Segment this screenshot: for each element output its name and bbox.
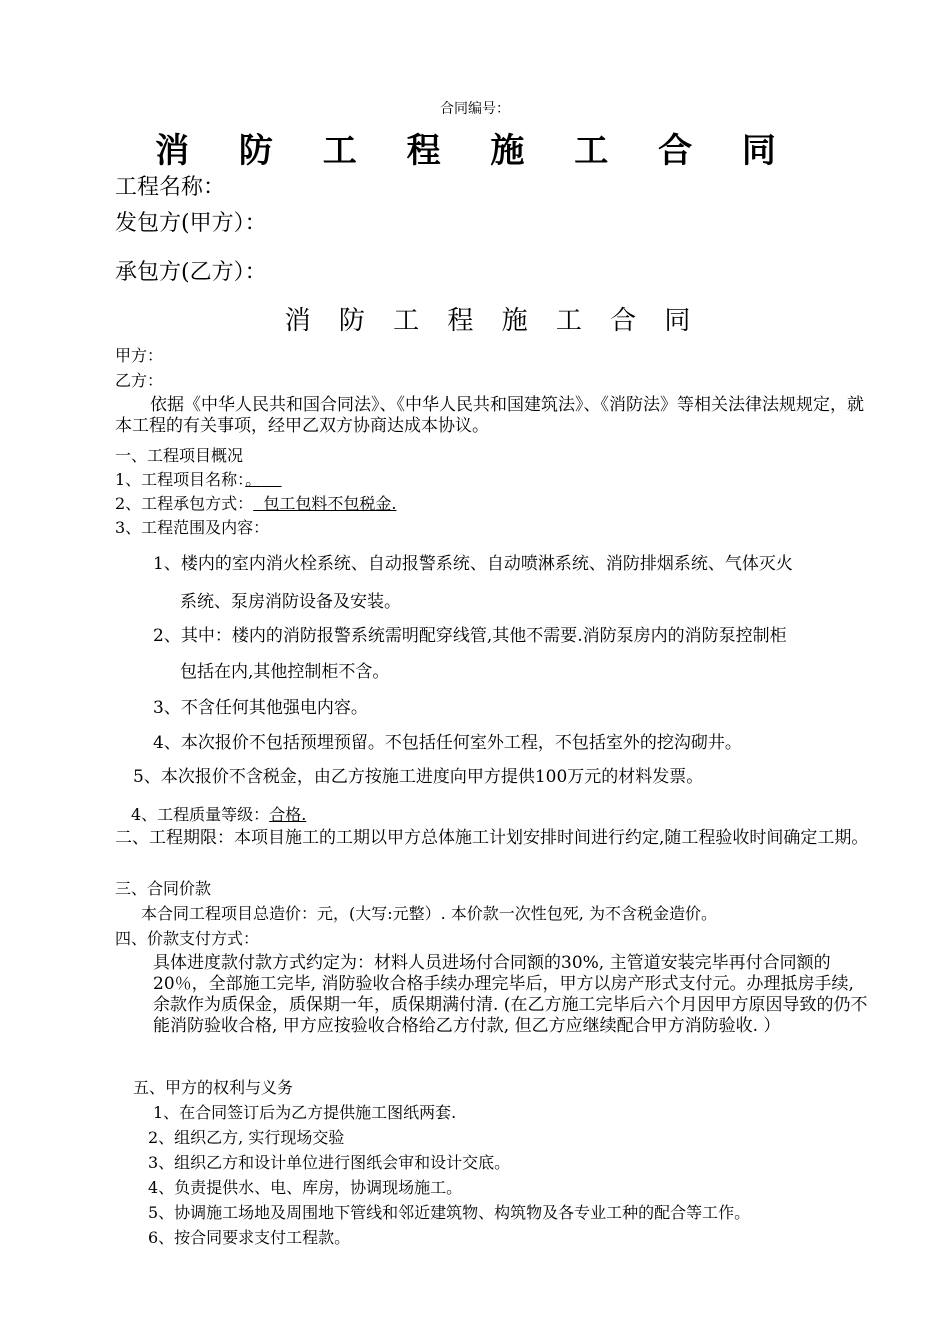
section-5-item-4: 4、负责提供水、电、库房，协调现场施工。 <box>148 1178 463 1197</box>
section-3-text: 本合同工程项目总造价：元，(大写:元整）. 本价款一次性包死, 为不含税金造价。 <box>141 904 717 923</box>
party-yi: 乙方： <box>115 371 164 390</box>
scope-item-2-line-2: 包括在内,其他控制柜不含。 <box>180 662 390 682</box>
item-1-2 <box>115 494 396 514</box>
project-name-field: 工程名称： <box>115 175 226 200</box>
item-1-4-label: 4、工程质量等级： <box>131 805 270 824</box>
section-5-item-3: 3、组织乙方和设计单位进行图纸会审和设计交底。 <box>148 1153 511 1172</box>
section-5-item-5: 5、协调施工场地及周围地下管线和邻近建筑物、构筑物及各专业工种的配合等工作。 <box>148 1203 751 1222</box>
scope-item-1-line-1: 1、楼内的室内消火栓系统、自动报警系统、自动喷淋系统、消防排烟系统、气体灭火 <box>153 554 793 574</box>
item-1-3: 3、工程范围及内容： <box>115 518 270 537</box>
item-1-2-label: 2、工程承包方式： <box>115 494 254 513</box>
section-5-item-6: 6、按合同要求支付工程款。 <box>148 1228 351 1247</box>
section-1-heading: 一、工程项目概况 <box>115 446 244 465</box>
party-jia: 甲方： <box>115 346 164 365</box>
section-4-text: 具体进度款付款方式约定为：材料人员进场付合同额的30%, 主管道安装完毕再付合同额的20％，全部施工完毕, 消防验收合格手续办理完毕后，甲方以房产形式支付元。办理抵房手续, 余款作为质保金，质保期一年，质保期满付清. (在乙方施工完毕后六个月因甲方原因导致的仍不能消防验收合格, 甲方应按验收合格给乙方付款, 但乙方应继续配合甲方消防验收. ） <box>153 953 868 1036</box>
scope-item-2-line-1: 2、其中：楼内的消防报警系统需明配穿线管,其他不需要.消防泵房内的消防泵控制柜 <box>153 626 787 646</box>
section-5-item-1: 1、在合同签订后为乙方提供施工图纸两套. <box>153 1103 457 1122</box>
main-title: 消 防 工 程 施 工 合 同 <box>155 131 795 171</box>
scope-item-4: 4、本次报价不包括预埋预留。不包括任何室外工程，不包括室外的挖沟砌井。 <box>153 733 742 753</box>
item-1-1-label: 1、工程项目名称： <box>115 470 246 489</box>
item-1-4-value: 合格. <box>269 805 307 824</box>
scope-item-5: 5、本次报价不含税金，由乙方按施工进度向甲方提供100万元的材料发票。 <box>133 767 704 787</box>
scope-item-3: 3、不含任何其他强电内容。 <box>153 698 368 718</box>
section-4-heading: 四、价款支付方式： <box>115 929 260 948</box>
section-5-item-2: 2、组织乙方, 实行现场交验 <box>148 1128 345 1147</box>
party-b-field: 承包方(乙方）： <box>115 260 267 285</box>
section-3-heading: 三、合同价款 <box>115 879 212 898</box>
sub-title: 消 防 工 程 施 工 合 同 <box>284 306 701 336</box>
contract-number-label: 合同编号： <box>440 101 510 117</box>
item-1-2-value: 包工包料不包税金. <box>263 494 397 513</box>
section-5-heading: 五、甲方的权利与义务 <box>133 1078 294 1097</box>
intro-paragraph: 依据《中华人民共和国合同法》、《中华人民共和国建筑法》、《消防法》等相关法律法规规定，就本工程的有关事项，经甲乙双方协商达成本协议。 <box>115 395 864 436</box>
item-1-1 <box>115 470 282 490</box>
scope-item-1-line-2: 系统、泵房消防设备及安装。 <box>180 592 401 612</box>
item-1-1-value: 。 <box>245 470 262 489</box>
section-2-paragraph: 二、工程期限：本项目施工的工期以甲方总体施工计划安排时间进行约定,随工程验收时间确定工期。 <box>115 828 869 848</box>
party-a-field: 发包方(甲方）： <box>115 211 267 236</box>
item-1-4 <box>131 805 306 825</box>
